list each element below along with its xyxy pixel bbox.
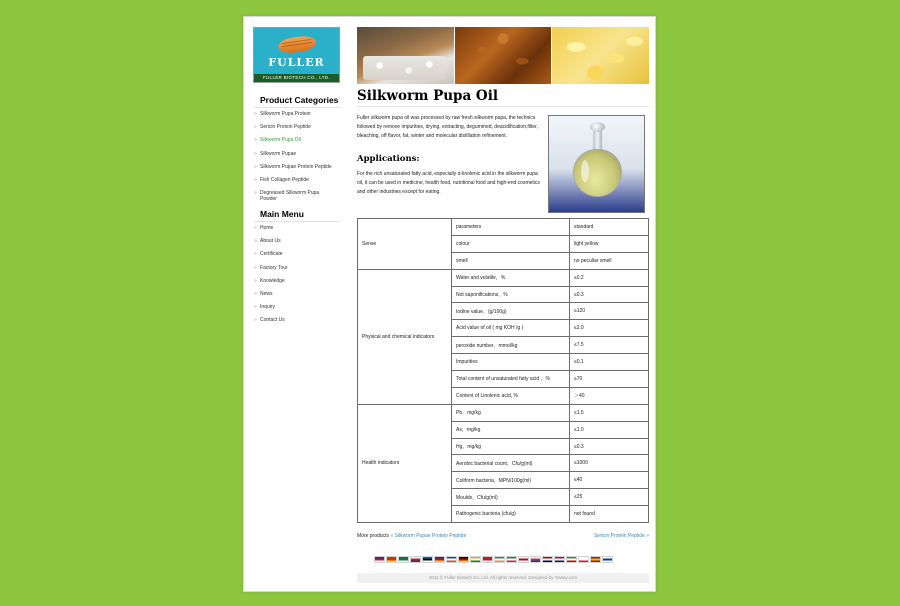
- table-parameter-cell: Pathogenic bacteria (cfu/g): [452, 506, 570, 523]
- table-parameter-cell: Total content of unsaturated fatty acid ，%: [452, 371, 570, 388]
- table-parameter-cell: Content of Linolenic acid, %: [452, 387, 570, 404]
- banner-photo-silkworm-pupae: [455, 27, 552, 84]
- product-image-oil-bottle: [548, 115, 645, 213]
- table-value-cell: ≤7.5: [570, 337, 649, 354]
- table-value-cell: light yellow: [570, 235, 649, 252]
- sidebar-item-sericin-protein-peptide[interactable]: » Sericin Protein Peptide: [254, 124, 342, 130]
- logo-brand: FULLER: [268, 56, 325, 69]
- table-value-cell: ≤1000: [570, 455, 649, 472]
- main-menu-heading: Main Menu: [260, 209, 304, 219]
- menu-item-certificate[interactable]: » Certificate: [254, 251, 342, 257]
- banner-photo-cocoon-sorting: [357, 27, 454, 84]
- table-value-cell: ≤2.0: [570, 320, 649, 337]
- sidebar-item-silkworm-pupa-oil[interactable]: » Silkworm Pupa Oil: [254, 137, 342, 143]
- product-categories-list: [254, 111, 342, 210]
- table-parameter-cell: Moulds，Cfu/g(ml): [452, 489, 570, 506]
- main-menu-list: [254, 225, 342, 331]
- french-flag-icon[interactable]: [446, 556, 457, 563]
- table-row: [358, 269, 649, 286]
- table-value-cell: ≥120: [570, 303, 649, 320]
- table-value-cell: ≤25: [570, 489, 649, 506]
- prev-product-link[interactable]: « Silkworm Pupae Protein Peptide: [390, 533, 467, 539]
- table-parameter-cell: Iodine value，(g/100g): [452, 303, 570, 320]
- table-parameter-cell: Not saponifications，%: [452, 286, 570, 303]
- product-categories-heading: Product Categories: [260, 95, 339, 105]
- table-value-cell: ≤1.5: [570, 404, 649, 421]
- table-value-cell: ≤0.3: [570, 286, 649, 303]
- sidebar-item-silkworm-pupae-protein-peptide[interactable]: » Silkworm Pupae Protein Peptide: [254, 164, 342, 170]
- czech-flag-icon[interactable]: [410, 556, 421, 563]
- hindi-flag-icon[interactable]: [470, 556, 481, 563]
- chinese-flag-icon[interactable]: [386, 556, 397, 563]
- irish-flag-icon[interactable]: [494, 556, 505, 563]
- norwegian-flag-icon[interactable]: [554, 556, 565, 563]
- indonesian-flag-icon[interactable]: [482, 556, 493, 563]
- table-value-cell: ≤0.1: [570, 354, 649, 371]
- table-value-cell: ≤40: [570, 472, 649, 489]
- korean-flag-icon[interactable]: [530, 556, 541, 563]
- table-parameter-cell: smell: [452, 252, 570, 269]
- table-parameter-cell: Impurities: [452, 354, 570, 371]
- page-title: Silkworm Pupa Oil: [357, 88, 498, 104]
- sidebar-item-degreased-silkworm-pupa-powder[interactable]: » Degreased Silkworm Pupa Powder: [254, 190, 324, 202]
- table-parameter-cell: Aerobic bacterial count，Cfu/g(ml): [452, 455, 570, 472]
- table-value-cell: ≤0.2: [570, 269, 649, 286]
- table-category-cell: Physical and chemical indicators: [358, 269, 452, 404]
- page-container: [243, 16, 656, 592]
- table-category-cell: Sense: [358, 219, 452, 270]
- menu-item-factory-tour[interactable]: » Factory Tour: [254, 265, 342, 271]
- language-flags: [374, 556, 613, 563]
- table-parameter-cell: Pb，mg/kg: [452, 404, 570, 421]
- table-row: [358, 219, 649, 236]
- table-parameter-cell: Hg，mg/kg: [452, 438, 570, 455]
- table-value-cell: ≤1.0: [570, 421, 649, 438]
- table-parameter-cell: parameters: [452, 219, 570, 236]
- hebrew-flag-icon[interactable]: [602, 556, 613, 563]
- divider: [357, 106, 649, 107]
- product-description: Fuller silkworm pupa oil was processed by raw fresh silkworm pupa, the technics followed by remove impurities, drying, extracting, degummed, deacidification,filter, bleaching, off flavor, fat, winter and molecular distillation refinement.: [357, 115, 538, 139]
- japanese-flag-icon[interactable]: [518, 556, 529, 563]
- table-parameter-cell: Coliform bacteria，MPN/100g(ml): [452, 472, 570, 489]
- banner-photo-silk-cocoons: [552, 27, 649, 84]
- footer-copyright: 2011 © Fuller Biotech Co.,Ltd. All rights reserved. Designed by Yoway.com: [357, 573, 649, 583]
- menu-item-inquiry[interactable]: » Inquiry: [254, 304, 342, 310]
- menu-item-contact-us[interactable]: » Contact Us: [254, 317, 342, 323]
- specification-table: [357, 218, 649, 523]
- applications-text: For the rich unsaturated fatty acid, especially α-linolenic acid in the silkworm pupa oil, it can be used in medicine, health food, nutritional food and high-end cosmetics and other industries except for eating.: [357, 171, 540, 195]
- divider: [254, 107, 340, 108]
- menu-item-knowledge[interactable]: » Knowledge: [254, 278, 342, 284]
- fuller-logo[interactable]: [253, 27, 340, 83]
- header-banner: [357, 27, 649, 84]
- italian-flag-icon[interactable]: [506, 556, 517, 563]
- table-value-cell: ≤0.3: [570, 438, 649, 455]
- table-value-cell: ＞40: [570, 387, 649, 404]
- filipino-flag-icon[interactable]: [434, 556, 445, 563]
- arabic-flag-icon[interactable]: [398, 556, 409, 563]
- applications-heading: Applications:: [357, 154, 420, 164]
- menu-item-about-us[interactable]: » About Us: [254, 238, 342, 244]
- menu-item-home[interactable]: » Home: [254, 225, 342, 231]
- table-parameter-cell: Acid value of oil ( mg KOH /g ): [452, 320, 570, 337]
- german-flag-icon[interactable]: [458, 556, 469, 563]
- spanish-flag-icon[interactable]: [590, 556, 601, 563]
- english-flag-icon[interactable]: [374, 556, 385, 563]
- sidebar-item-silkworm-pupa-protein[interactable]: » Silkworm Pupa Protein: [254, 111, 342, 117]
- table-parameter-cell: As，mg/kg: [452, 421, 570, 438]
- next-product-link[interactable]: Sericin Protein Peptide »: [593, 533, 649, 539]
- table-category-cell: Health indicators: [358, 404, 452, 522]
- menu-item-news[interactable]: » News: [254, 291, 342, 297]
- more-products-nav: [357, 533, 649, 539]
- logo-company: FULLER BIOTECH CO., LTD.: [254, 74, 339, 82]
- table-row: [358, 404, 649, 421]
- divider: [254, 221, 340, 222]
- sidebar-item-fish-collagen-peptide[interactable]: » Fish Collagen Peptide: [254, 177, 342, 183]
- malay-flag-icon[interactable]: [542, 556, 553, 563]
- table-parameter-cell: peroxide number，mmol/kg: [452, 337, 570, 354]
- table-value-cell: ≥70: [570, 371, 649, 388]
- sidebar-item-silkworm-pupae[interactable]: » Silkworm Pupae: [254, 151, 342, 157]
- table-value-cell: no peculiar smell: [570, 252, 649, 269]
- table-parameter-cell: Water and volatile，%: [452, 269, 570, 286]
- table-parameter-cell: colour: [452, 235, 570, 252]
- silkworm-pupa-icon: [277, 34, 317, 54]
- table-value-cell: not found: [570, 506, 649, 523]
- estonian-flag-icon[interactable]: [422, 556, 433, 563]
- table-value-cell: standard: [570, 219, 649, 236]
- polish-flag-icon[interactable]: [578, 556, 589, 563]
- more-products-label: More products: [357, 533, 389, 539]
- persian-flag-icon[interactable]: [566, 556, 577, 563]
